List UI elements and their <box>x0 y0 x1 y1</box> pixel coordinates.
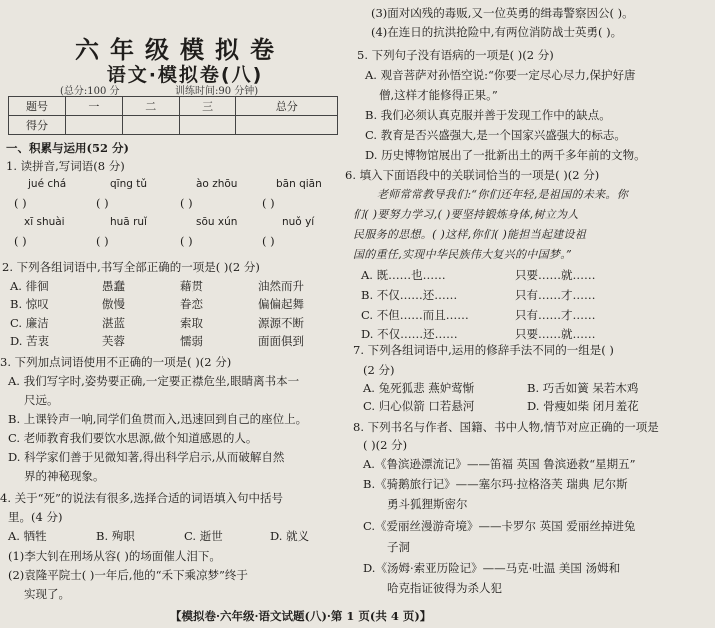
pinyin: qīng tǔ <box>110 178 148 190</box>
option-text[interactable]: B. 我们必须认真克服并善于发现工作中的缺点。 <box>365 108 611 122</box>
question-7-stem: 7. 下列各组词语中,运用的修辞手法不同的一组是( ) <box>353 343 614 357</box>
answer-blank[interactable]: ( ) <box>180 234 193 248</box>
question-6-stem: 6. 填入下面语段中的关联词恰当的一项是( )(2 分) <box>345 168 600 182</box>
option-text[interactable]: C. 归心似箭 口若悬河 <box>363 399 475 413</box>
word: 油然而升 <box>258 279 304 293</box>
option-text[interactable]: B. 上课铃声一响,同学们鱼贯而入,迅速回到自己的座位上。 <box>8 412 308 426</box>
pinyin: ào zhōu <box>196 178 238 190</box>
option-label[interactable]: C. 不但……而且…… <box>361 308 469 322</box>
option-label[interactable]: C. 逝世 <box>184 529 223 543</box>
score-table-cell: 二 <box>122 97 179 116</box>
word: 藉贯 <box>180 279 203 293</box>
word: 愚蠢 <box>102 279 125 293</box>
passage-line: 老师常常教导我们:“你们还年轻,是祖国的未来。你 <box>377 188 629 201</box>
pinyin: nuǒ yí <box>282 216 315 228</box>
question-3-stem: 3. 下列加点词语使用不正确的一项是( )(2 分) <box>0 355 232 369</box>
option-text: 只要……就…… <box>515 327 596 341</box>
word: 面面俱到 <box>258 334 304 348</box>
option-text[interactable]: A. 观音菩萨对孙悟空说:“你要一定尽心尽力,保护好唐 <box>365 68 636 82</box>
passage-line: 民服务的思想。( )这样,你们( )能担当起建设祖 <box>353 228 587 241</box>
section-heading: 一、积累与运用(52 分) <box>6 141 129 155</box>
option-text: 尺远。 <box>24 393 59 407</box>
option-text[interactable]: B.《骑鹅旅行记》——塞尔玛·拉格洛芙 瑞典 尼尔斯 <box>363 477 628 491</box>
score-table <box>8 96 338 135</box>
answer-blank[interactable]: ( ) <box>180 196 193 210</box>
option-text[interactable]: D. 历史博物馆展出了一批新出土的两千多年前的文物。 <box>365 148 646 162</box>
pinyin: sōu xún <box>196 216 238 228</box>
word: 芙蓉 <box>102 334 125 348</box>
question-1-stem: 1. 读拼音,写词语(8 分) <box>6 159 125 173</box>
question-8-stem: 8. 下列书名与作者、国籍、书中人物,情节对应正确的一项是 <box>353 420 659 434</box>
score-table-cell: 总分 <box>236 97 338 116</box>
option-label[interactable]: D. 不仅……还…… <box>361 327 458 341</box>
fill-in-item[interactable]: (4)在连日的抗洪抢险中,有两位消防战士英勇( )。 <box>371 25 623 39</box>
answer-blank[interactable]: ( ) <box>96 196 109 210</box>
score-table-cell: 题号 <box>9 97 66 116</box>
word: 湛蓝 <box>102 316 125 330</box>
word: 索取 <box>180 316 203 330</box>
option-text: 僧,这样才能修得正果。” <box>379 88 498 102</box>
option-text[interactable]: C.《爱丽丝漫游奇境》——卡罗尔 英国 爱丽丝掉进兔 <box>363 519 636 533</box>
pinyin: xī shuài <box>24 216 65 228</box>
option-text: 只有……才…… <box>515 288 596 302</box>
option-label[interactable]: A. 牺牲 <box>8 529 47 543</box>
option-label[interactable]: D. 苦衷 <box>10 334 50 348</box>
option-label[interactable]: B. 殉职 <box>96 529 135 543</box>
word: 傲慢 <box>102 297 125 311</box>
option-label[interactable]: A. 徘徊 <box>10 279 49 293</box>
option-text[interactable]: C. 教育是否兴盛强大,是一个国家兴盛强大的标志。 <box>365 128 626 142</box>
option-text[interactable]: C. 老师教育我们要饮水思源,做个知道感恩的人。 <box>8 431 258 445</box>
pinyin: bān qiān <box>276 178 322 190</box>
time-note: 训练时间:90 分钟) <box>175 86 259 97</box>
option-text: 只有……才…… <box>515 308 596 322</box>
question-4-stem: 4. 关于“死”的说法有很多,选择合适的词语填入句中括号 <box>0 491 284 505</box>
option-text[interactable]: B. 巧舌如簧 呆若木鸡 <box>527 381 639 395</box>
option-text[interactable]: A. 我们写字时,姿势要正确,一定要正襟危坐,眼睛离书本一 <box>8 374 300 388</box>
word: 懦弱 <box>180 334 203 348</box>
answer-blank[interactable]: ( ) <box>14 234 27 248</box>
fill-in-item[interactable]: (3)面对凶残的毒贩,又一位英勇的缉毒警察因公( )。 <box>371 6 634 20</box>
option-text: 勇斗狐狸斯密尔 <box>387 497 468 511</box>
pinyin: jué chá <box>28 178 67 190</box>
answer-blank[interactable]: ( ) <box>262 234 275 248</box>
option-text: 只要……就…… <box>515 268 596 282</box>
option-label[interactable]: A. 既……也…… <box>361 268 446 282</box>
answer-blank[interactable]: ( ) <box>262 196 275 210</box>
score-entry-cell[interactable] <box>122 116 179 135</box>
score-table-cell: 得分 <box>9 116 66 135</box>
option-text: 界的神秘现象。 <box>24 469 105 483</box>
fill-in-item[interactable]: (1)李大钊在刑场从容( )的场面催人泪下。 <box>8 549 221 563</box>
passage-line: 国的重任,实现中华民族伟大复兴的中国梦。” <box>353 248 572 261</box>
option-label[interactable]: B. 不仅……还…… <box>361 288 458 302</box>
score-entry-cell[interactable] <box>179 116 236 135</box>
option-text[interactable]: D. 骨瘦如柴 闭月羞花 <box>527 399 639 413</box>
option-text[interactable]: D.《汤姆·索亚历险记》——马克·吐温 美国 汤姆和 <box>363 561 621 575</box>
score-table-score-row <box>9 116 338 135</box>
word: 偏偏起舞 <box>258 297 304 311</box>
score-table-header-row <box>9 97 338 116</box>
answer-blank[interactable]: ( ) <box>96 234 109 248</box>
option-text[interactable]: A.《鲁滨逊漂流记》——笛福 英国 鲁滨逊救“星期五” <box>363 457 636 471</box>
score-table-cell: 三 <box>179 97 236 116</box>
score-table-cell: 一 <box>66 97 123 116</box>
option-label[interactable]: C. 廉洁 <box>10 316 49 330</box>
passage-line: 们( )要努力学习,( )要坚持锻炼身体,树立为人 <box>353 208 579 221</box>
page-footer: 【模拟卷·六年级·语文试题(八)·第 1 页(共 4 页)】 <box>170 609 432 623</box>
score-entry-cell[interactable] <box>66 116 123 135</box>
option-text: 哈克指证彼得为杀人犯 <box>387 581 502 595</box>
total-score-note: (总分:100 分 <box>60 86 120 97</box>
word: 源源不断 <box>258 316 304 330</box>
question-4-stem: 里。(4 分) <box>8 510 63 524</box>
option-label[interactable]: B. 惊叹 <box>10 297 49 311</box>
question-8-stem: ( )(2 分) <box>363 438 408 452</box>
question-5-stem: 5. 下列句子没有语病的一项是( )(2 分) <box>357 48 554 62</box>
option-text: 子洞 <box>387 540 410 554</box>
answer-blank[interactable]: ( ) <box>14 196 27 210</box>
fill-in-item[interactable]: (2)袁隆平院士( )一年后,他的“禾下乘凉梦”终于 <box>8 568 248 582</box>
option-text[interactable]: D. 科学家们善于见微知著,得出科学启示,从而破解自然 <box>8 450 285 464</box>
option-label[interactable]: D. 就义 <box>270 529 310 543</box>
word: 眷恋 <box>180 297 203 311</box>
question-7-points: (2 分) <box>363 363 395 377</box>
question-2-stem: 2. 下列各组词语中,书写全部正确的一项是( )(2 分) <box>2 260 260 274</box>
pinyin: huā ruǐ <box>110 216 147 228</box>
score-entry-cell[interactable] <box>236 116 338 135</box>
fill-in-item: 实现了。 <box>24 587 70 601</box>
page-title: 六年级模拟卷 <box>75 36 285 64</box>
option-text[interactable]: A. 兔死狐悲 燕妒莺惭 <box>363 381 475 395</box>
page-subtitle: 语文·模拟卷(八) <box>106 64 264 86</box>
